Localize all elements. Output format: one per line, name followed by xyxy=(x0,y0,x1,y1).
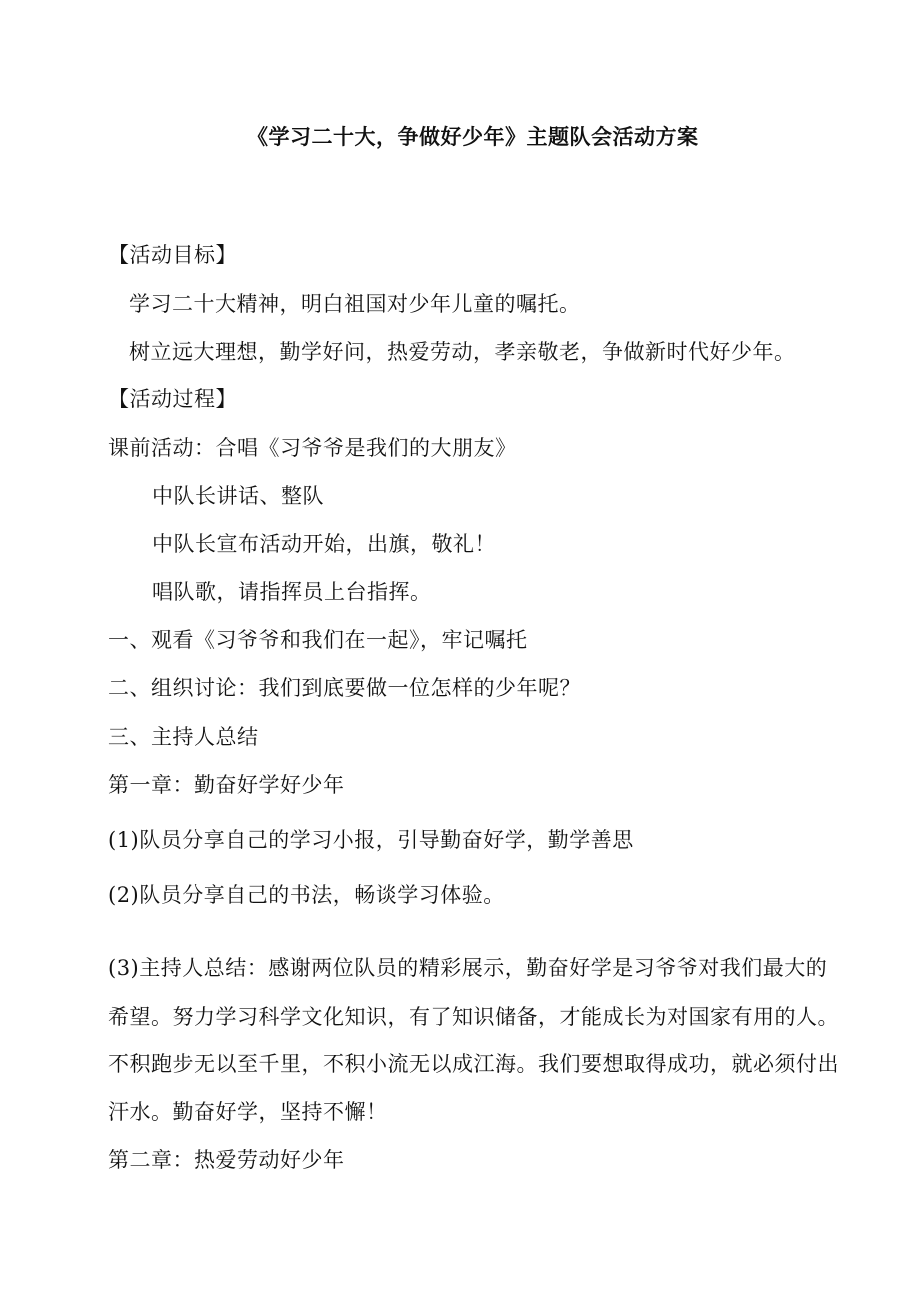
list-item: (2)队员分享自己的书法，畅谈学习体验。 xyxy=(108,883,505,907)
list-item-paragraph-line: 希望。努力学习科学文化知识，有了知识储备，才能成长为对国家有用的人。 xyxy=(108,1005,839,1029)
document-title: 《学习二十大，争做好少年》主题队会活动方案 xyxy=(247,124,699,149)
list-item: (1)队员分享自己的学习小报，引导勤奋好学，勤学善思 xyxy=(108,828,634,852)
section-heading-goals: 【活动目标】 xyxy=(108,243,237,267)
goal-item: 学习二十大精神，明白祖国对少年儿童的嘱托。 xyxy=(129,292,581,316)
part-heading: 二、组织讨论：我们到底要做一位怎样的少年呢？ xyxy=(108,676,581,700)
process-step: 中队长宣布活动开始，出旗，敬礼！ xyxy=(152,532,496,556)
part-heading: 三、主持人总结 xyxy=(108,725,259,749)
list-item-paragraph-line: 汗水。勤奋好学，坚持不懈！ xyxy=(108,1100,388,1124)
pre-activity: 课前活动：合唱《习爷爷是我们的大朋友》 xyxy=(108,436,517,460)
list-item-paragraph-line: 不积跑步无以至千里，不积小流无以成江海。我们要想取得成功，就必须付出 xyxy=(108,1052,839,1076)
section-heading-process: 【活动过程】 xyxy=(108,387,237,411)
process-step: 中队长讲话、整队 xyxy=(152,484,324,508)
chapter-heading: 第二章：热爱劳动好少年 xyxy=(108,1148,345,1172)
list-item-paragraph-line: (3)主持人总结：感谢两位队员的精彩展示，勤奋好学是习爷爷对我们最大的 xyxy=(108,956,828,980)
part-heading: 一、观看《习爷爷和我们在一起》，牢记嘱托 xyxy=(108,628,528,652)
process-step: 唱队歌，请指挥员上台指挥。 xyxy=(152,580,432,604)
goal-item: 树立远大理想，勤学好问，热爱劳动，孝亲敬老，争做新时代好少年。 xyxy=(129,340,796,364)
chapter-heading: 第一章：勤奋好学好少年 xyxy=(108,773,345,797)
